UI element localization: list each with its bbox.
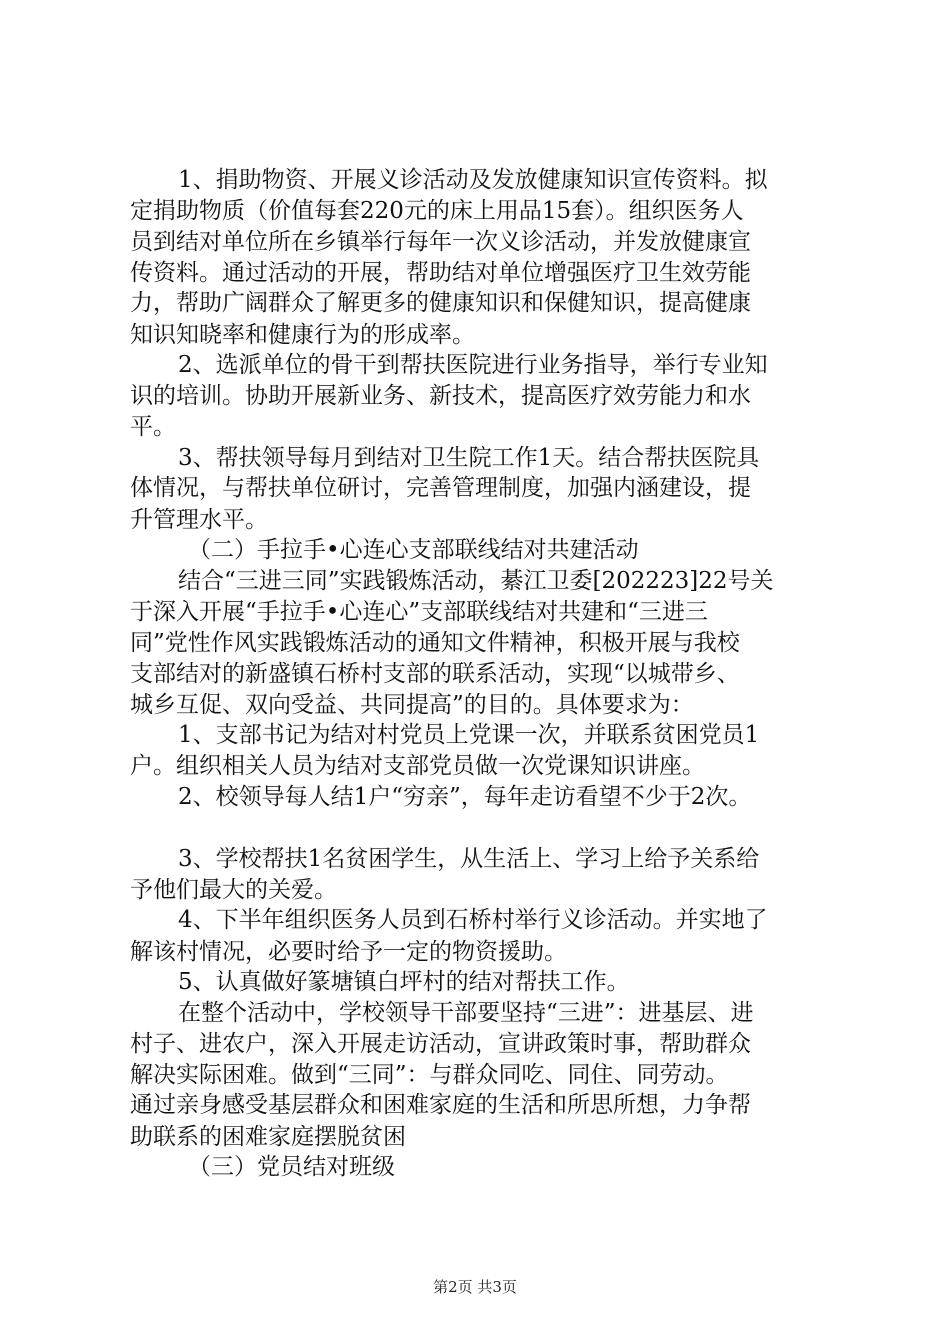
paragraph-line: 3、帮扶领导每月到结对卫生院工作1天。结合帮扶医院具 [178, 445, 760, 472]
paragraph-line: 员到结对单位所在乡镇举行每年一次义诊活动，并发放健康宣 [130, 228, 751, 255]
paragraph-line: 助联系的困难家庭摆脱贫困 [130, 1123, 406, 1150]
paragraph-line: 3、学校帮扶1名贫困学生，从生活上、学习上给予关系给 [178, 845, 760, 872]
paragraph-line: 于深入开展“手拉手•心连心”支部联线结对共建和“三进三 [130, 598, 708, 625]
paragraph-line: 在整个活动中，学校领导干部要坚持“三进”：进基层、进 [178, 1000, 754, 1027]
paragraph-line: 村子、进农户，深入开展走访活动，宣讲政策时事，帮助群众 [130, 1030, 751, 1057]
section-heading: （二）手拉手•心连心支部联线结对共建活动 [188, 537, 639, 564]
paragraph-line: 1、支部书记为结对村党员上党课一次，并联系贫困党员1 [178, 722, 760, 749]
paragraph-line: 知识知晓率和健康行为的形成率。 [130, 321, 475, 348]
paragraph-line: 通过亲身感受基层群众和困难家庭的生活和所思所想，力争帮 [130, 1092, 751, 1119]
paragraph-line: 5、认真做好篆塘镇白坪村的结对帮扶工作。 [178, 968, 630, 995]
paragraph-line: 升管理水平。 [130, 506, 268, 533]
section-heading: （三）党员结对班级 [188, 1154, 395, 1180]
paragraph-line: 2、校领导每人结1户“穷亲”，每年走访看望不少于2次。 [178, 783, 752, 810]
paragraph-line: 结合“三进三同”实践锻炼活动，綦江卫委[202223]22号关 [178, 568, 774, 595]
paragraph-line: 1、捐助物资、开展义诊活动及发放健康知识宣传资料。拟 [178, 167, 768, 193]
paragraph-line: 予他们最大的关爱。 [130, 876, 337, 903]
paragraph-line: 识的培训。协助开展新业务、新技术，提高医疗效劳能力和水 [130, 383, 751, 410]
paragraph-line: 2、选派单位的骨干到帮扶医院进行业务指导，举行专业知 [178, 352, 768, 379]
paragraph-line: 城乡互促、双向受益、共同提高”的目的。具体要求为： [130, 691, 694, 718]
paragraph-line: 力，帮助广阔群众了解更多的健康知识和保健知识，提高健康 [130, 290, 751, 317]
paragraph-line: 平。 [130, 413, 176, 440]
paragraph-line: 户。组织相关人员为结对支部党员做一次党课知识讲座。 [130, 753, 705, 780]
paragraph-line: 解决实际困难。做到“三同”：与群众同吃、同住、同劳动。 [130, 1061, 729, 1088]
paragraph-line: 解该村情况，必要时给予一定的物资援助。 [130, 938, 567, 965]
paragraph-line: 传资料。通过活动的开展，帮助结对单位增强医疗卫生效劳能 [130, 259, 751, 286]
paragraph-line: 4、下半年组织医务人员到石桥村举行义诊活动。并实地了 [178, 907, 768, 934]
paragraph-line: 同”党性作风实践锻炼活动的通知文件精神，积极开展与我校 [130, 630, 740, 657]
paragraph-line: 定捐助物质（价值每套220元的床上用品15套）。组织医务人 [130, 198, 744, 225]
page-number: 第2页 共3页 [433, 1278, 517, 1296]
paragraph-line: 支部结对的新盛镇石桥村支部的联系活动，实现“以城带乡、 [130, 660, 740, 687]
paragraph-line: 体情况，与帮扶单位研讨，完善管理制度，加强内涵建设，提 [130, 475, 751, 502]
